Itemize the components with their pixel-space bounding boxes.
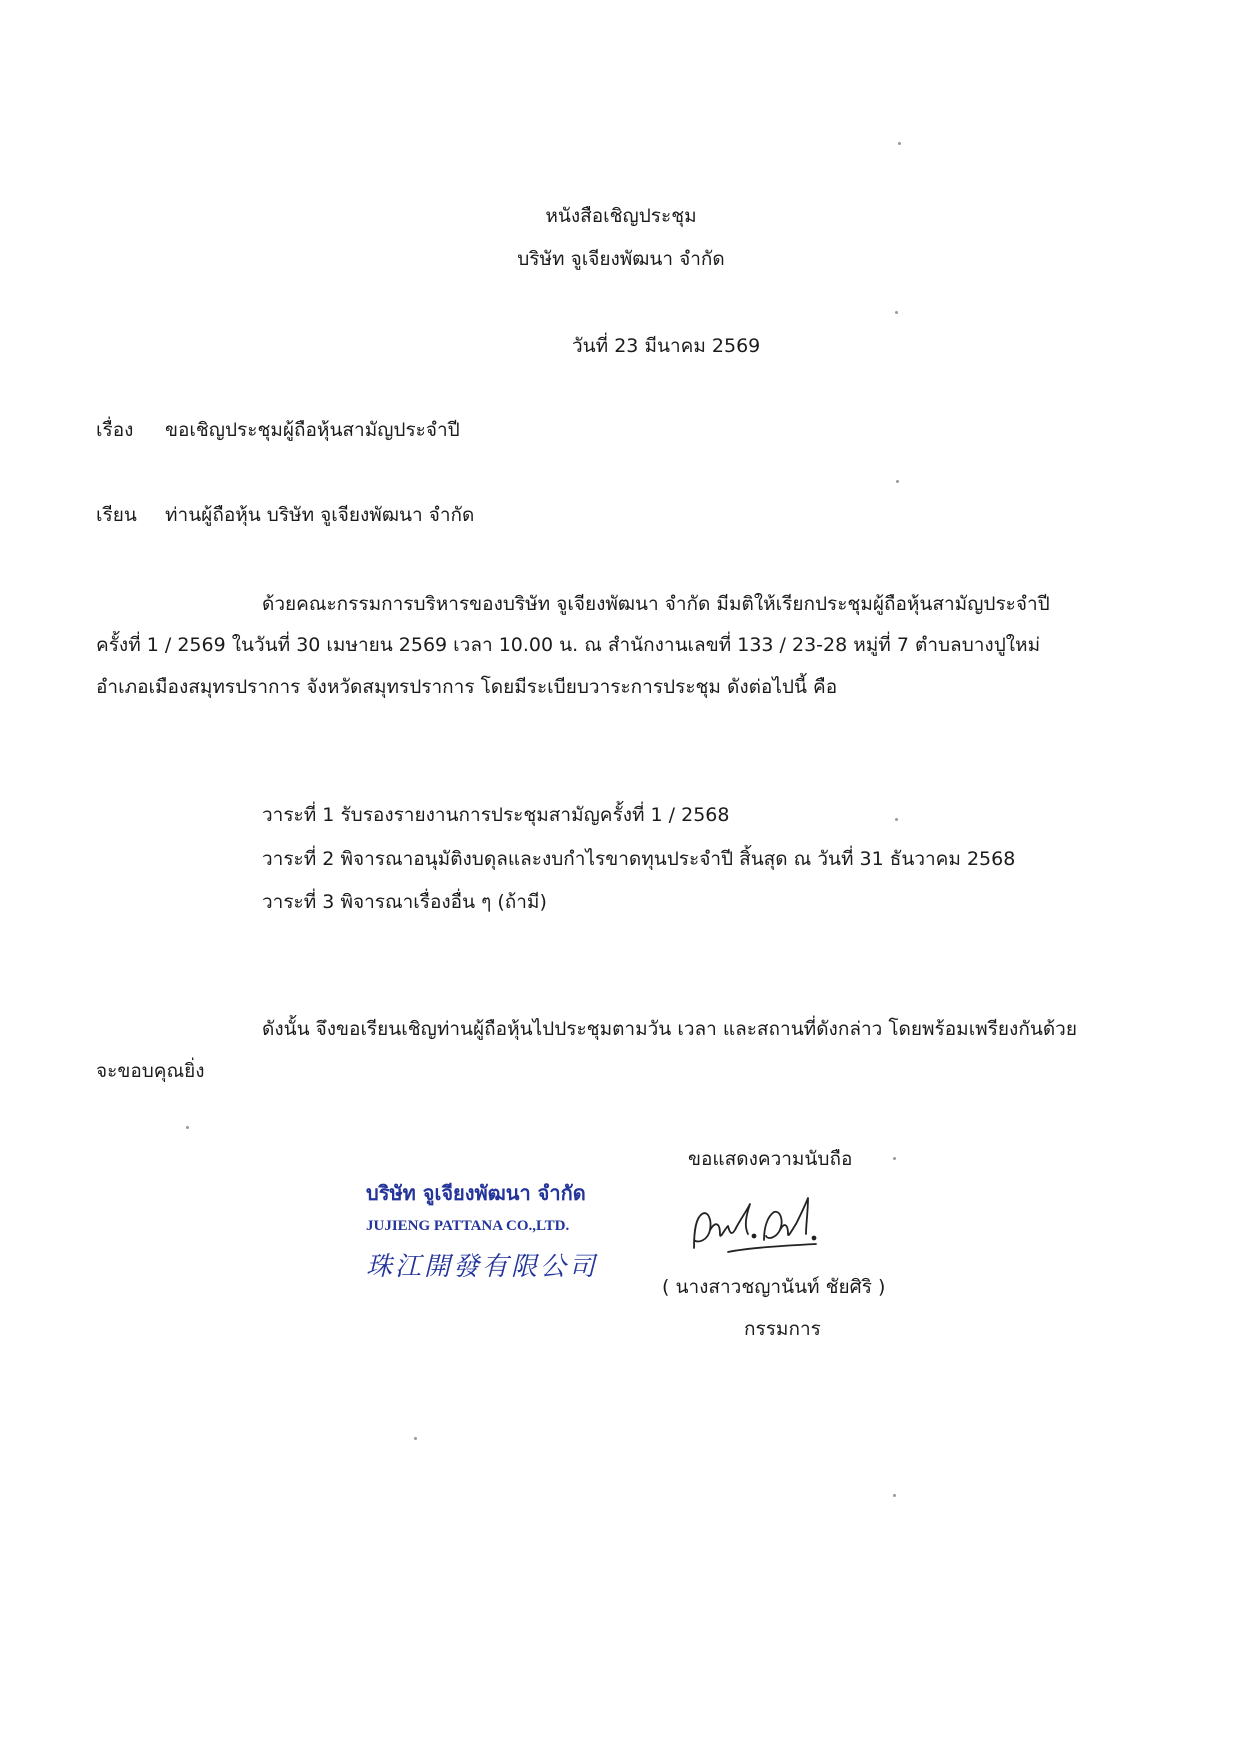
closing-line-1: ดังนั้น จึงขอเรียนเชิญท่านผู้ถือหุ้นไปประชุมตามวัน เวลา และสถานที่ดังกล่าว โดยพร้อมเพรียงกันด้วย: [262, 1018, 1077, 1040]
company-name-heading: บริษัท จูเจียงพัฒนา จำกัด: [517, 248, 725, 270]
subject-label: เรื่อง: [96, 419, 134, 441]
scan-speck: [898, 142, 901, 145]
subject-text: ขอเชิญประชุมผู้ถือหุ้นสามัญประจำปี: [165, 419, 460, 441]
scan-speck: [896, 480, 899, 483]
body-line-3: อำเภอเมืองสมุทรปราการ จังหวัดสมุทรปราการ โดยมีระเบียบวาระการประชุม ดังต่อไปนี้ คือ: [96, 676, 838, 698]
stamp-chinese-name: 珠江開發有限公司: [366, 1252, 599, 1282]
stamp-english-name: JUJIENG PATTANA CO.,LTD.: [366, 1218, 570, 1234]
scan-speck: [895, 818, 898, 821]
scan-speck: [414, 1437, 417, 1440]
document-date: วันที่ 23 มีนาคม 2569: [572, 335, 761, 357]
signatory-name: ( นางสาวชญานันท์ ชัยศิริ ): [662, 1276, 886, 1298]
scan-speck: [186, 1126, 189, 1129]
agenda-item-1: วาระที่ 1 รับรองรายงานการประชุมสามัญครั้งที่ 1 / 2568: [262, 804, 730, 826]
handwritten-signature: [688, 1190, 828, 1260]
closing-line-2: จะขอบคุณยิ่ง: [96, 1060, 205, 1082]
agenda-item-3: วาระที่ 3 พิจารณาเรื่องอื่น ๆ (ถ้ามี): [262, 891, 547, 913]
scan-speck: [893, 1494, 896, 1497]
document-title: หนังสือเชิญประชุม: [545, 205, 697, 227]
scan-speck: [893, 1157, 896, 1160]
regards-text: ขอแสดงความนับถือ: [688, 1148, 853, 1170]
recipient-text: ท่านผู้ถือหุ้น บริษัท จูเจียงพัฒนา จำกัด: [165, 504, 475, 526]
recipient-label: เรียน: [96, 504, 137, 526]
signatory-position: กรรมการ: [744, 1318, 821, 1340]
body-line-1: ด้วยคณะกรรมการบริหารของบริษัท จูเจียงพัฒนา จำกัด มีมติให้เรียกประชุมผู้ถือหุ้นสามัญประจำปี: [262, 593, 1050, 615]
stamp-thai-name: บริษัท จูเจียงพัฒนา จำกัด: [366, 1181, 586, 1205]
body-line-2: ครั้งที่ 1 / 2569 ในวันที่ 30 เมษายน 2569 เวลา 10.00 น. ณ สำนักงานเลขที่ 133 / 23-28 หมู่ที่ 7 ตำบลบางปูใหม่: [96, 634, 1041, 656]
agenda-item-2: วาระที่ 2 พิจารณาอนุมัติงบดุลและงบกำไรขาดทุนประจำปี สิ้นสุด ณ วันที่ 31 ธันวาคม 2568: [262, 848, 1016, 870]
scan-speck: [895, 311, 898, 314]
